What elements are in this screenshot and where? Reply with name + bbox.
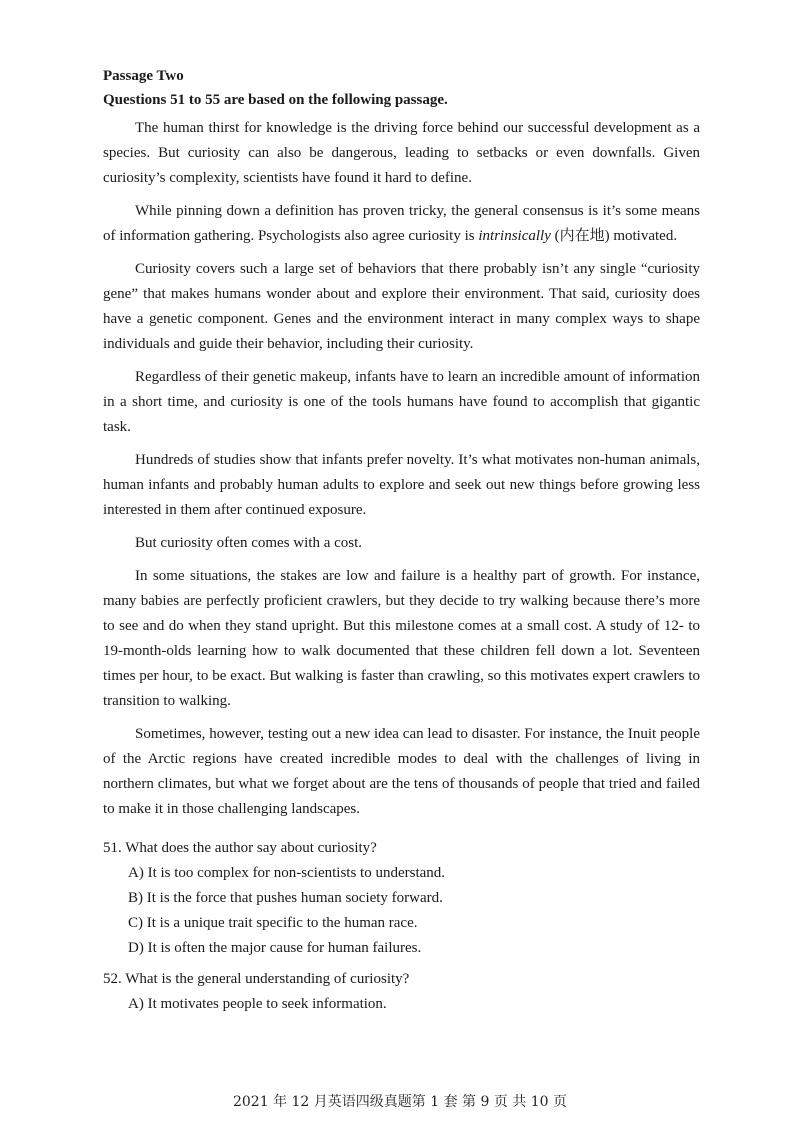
option-a: A) It motivates people to seek information. (128, 996, 387, 1012)
passage-instruction: Questions 51 to 55 are based on the following passage. (103, 92, 448, 108)
passage-paragraph-1: The human thirst for knowledge is the driving force behind our successful development as a species. But curiosity can also be dangerous, leading to setbacks or even downfalls. Given curiosity’s complexity, scientists have found it hard to define. (103, 120, 700, 186)
paragraph-2-text-end: (内在地) motivated. (550, 228, 678, 244)
passage-paragraph-8: Sometimes, however, testing out a new idea can lead to disaster. For instance, the Inuit people of the Arctic regions have created incredible modes to deal with the challenges of living in northern climates, but what we forget about are the tens of thousands of people that tried and failed to make it in those challenging landscapes. (103, 726, 700, 817)
question-51 (103, 836, 700, 961)
passage-paragraph-3: Curiosity covers such a large set of behaviors that there probably isn’t any single “curiosity gene” that makes humans wonder about and explore their environment. That said, curiosity does have a genetic component. Genes and the environment interact in many complex ways to shape individuals and guide their behavior, including their curiosity. (103, 261, 700, 352)
passage-paragraph-4: Regardless of their genetic makeup, infants have to learn an incredible amount of information in a short time, and curiosity is one of the tools humans have found to accomplish that gigantic task. (103, 369, 700, 435)
passage-paragraph-5: Hundreds of studies show that infants prefer novelty. It’s what motivates non-human animals, human infants and probably human adults to explore and seek out new things before growing less interested in them after continued exposure. (103, 452, 700, 518)
paragraph-2-text-start: While pinning down a definition has proven tricky, the general consensus is it’s some means of information gathering. Psychologists also agree curiosity is (103, 203, 700, 244)
option-c: C) It is a unique trait specific to the human race. (128, 915, 418, 931)
option-d: D) It is often the major cause for human failures. (128, 940, 422, 956)
passage-paragraph-6: But curiosity often comes with a cost. (135, 535, 363, 551)
passage-paragraph-2 (103, 199, 700, 249)
question-stem: 52. What is the general understanding of curiosity? (103, 971, 410, 987)
question-stem: 51. What does the author say about curiosity? (103, 840, 377, 856)
question-list (103, 836, 700, 1017)
option-a: A) It is too complex for non-scientists to understand. (128, 865, 446, 881)
page-footer: 2021 年 12 月英语四级真题第 1 套 第 9 页 共 10 页 (232, 1094, 568, 1110)
exam-page (103, 64, 700, 1023)
passage-body (103, 116, 700, 822)
passage-title: Passage Two (103, 68, 184, 84)
question-52 (103, 967, 700, 1017)
option-b: B) It is the force that pushes human society forward. (128, 890, 443, 906)
passage-paragraph-7: In some situations, the stakes are low and failure is a healthy part of growth. For instance, many babies are perfectly proficient crawlers, but they decide to try walking because there’s more to see and do when they stand upright. But this milestone comes at a small cost. A study of 12- to 19-month-olds learning how to walk documented that these children fell down a lot. Seventeen times per hour, to be exact. But walking is faster than crawling, so this motivates expert crawlers to transition to walking. (103, 568, 700, 709)
paragraph-2-italic-term: intrinsically (478, 228, 551, 244)
